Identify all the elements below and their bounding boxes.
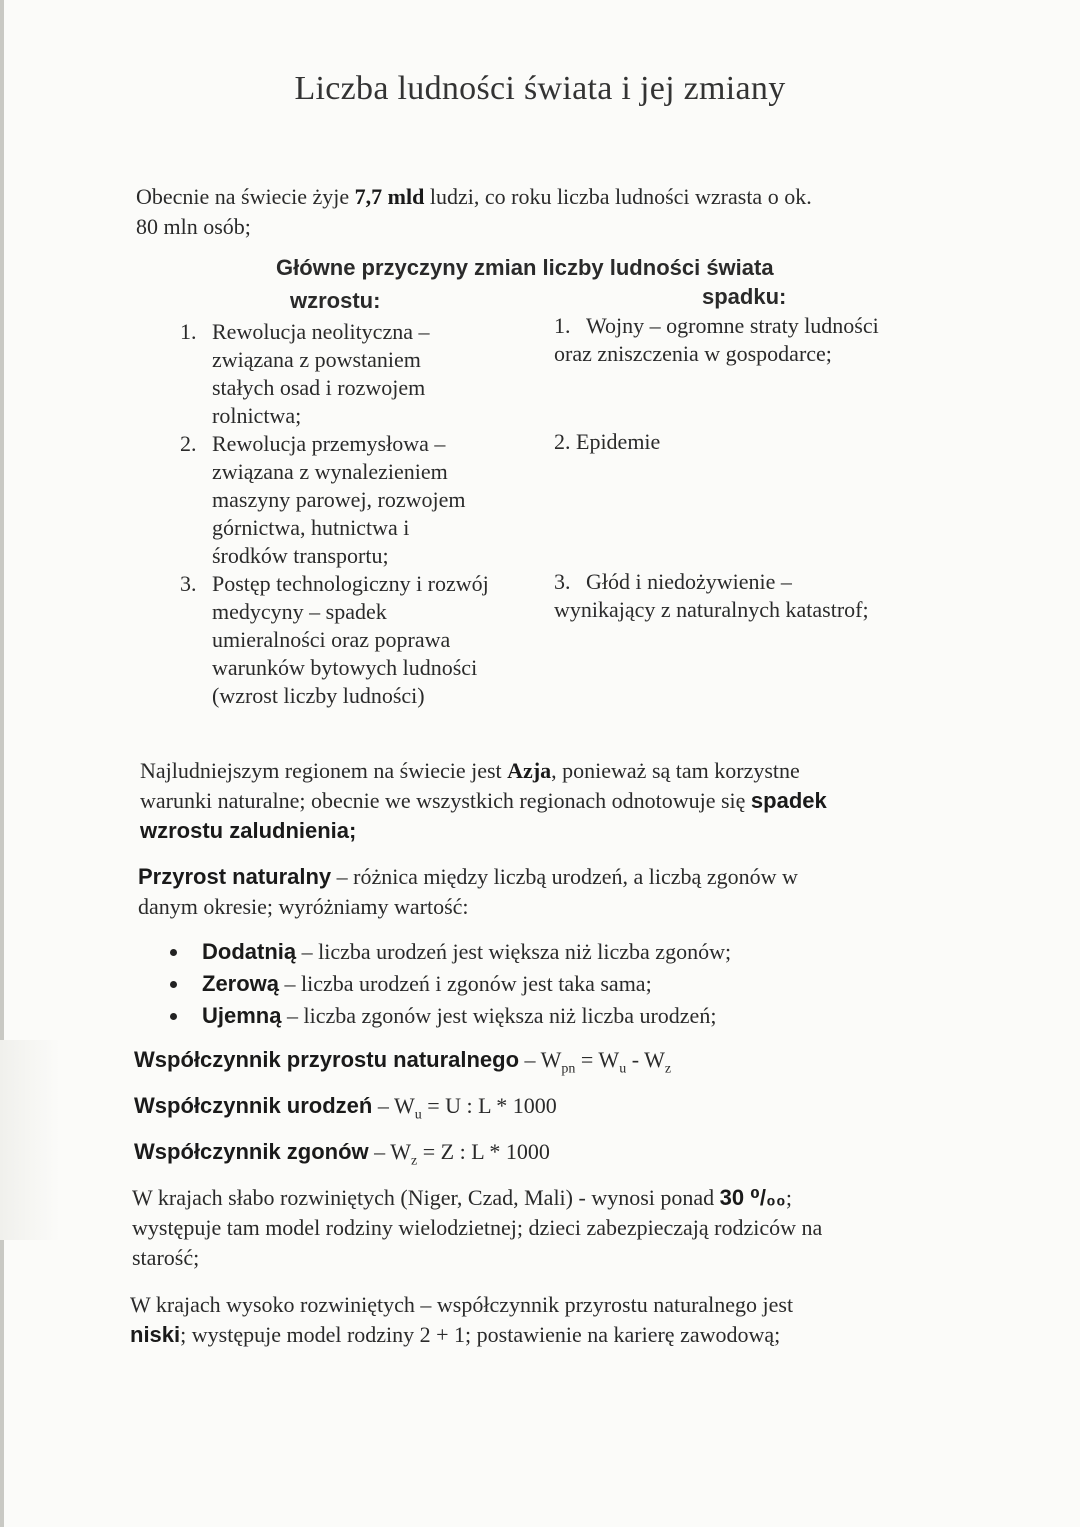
bullet-icon [170,1013,177,1020]
scan-shadow [0,1040,60,1240]
bullet-icon [170,949,177,956]
decline-item: 2. Epidemie [554,429,661,454]
natural-increase-definition: Przyrost naturalny – różnica między liczbą urodzeń, a liczbą zgonów w danym okresie; wyróżniamy wartość: [138,864,798,919]
asia-paragraph: Najludniejszym regionem na świecie jest Azja, ponieważ są tam korzystne warunki naturalne; obecnie we wszystkich regionach odnotowuje się spadek wzrostu zaludnienia; [140,758,827,843]
decline-label: spadku: [702,284,787,309]
formula-death-rate: Współczynnik zgonów – $W_z = Z$ : L * 1000 [134,1139,550,1169]
list-item: Zerową – liczba urodzeń i zgonów jest taka sama; [144,968,964,1000]
intro-paragraph [136,182,956,242]
decline-list: 1. Wojny – ogromne straty ludności oraz zniszczenia w gospodarce; 2. Epidemie 3. Głód i niedożywienie – wynikający z naturalnych katastrof; [554,312,954,632]
formula-natural-increase: Współczynnik przyrostu naturalnego – $W_{pn} = W_u - W_z$ [134,1047,672,1077]
rich-countries-paragraph: W krajach wysoko rozwiniętych – współczynnik przyrostu naturalnego jest niski; występuje model rodziny 2 + 1; postawienie na karierę zawodową; [130,1292,794,1347]
causes-heading: Główne przyczyny zmian liczby ludności świata [276,255,774,280]
poor-countries-paragraph: W krajach słabo rozwiniętych (Niger, Czad, Mali) - wynosi ponad 30 ⁰/₀₀; występuje tam model rodziny wielodzietnej; dzieci zabezpieczają rodziców na starość; [132,1185,823,1270]
intro-line-1: Obecnie na świecie żyje 7,7 mld ludzi, co roku liczba ludności wzrasta o ok. [136,184,812,209]
natural-increase-values [144,936,964,1032]
growth-list: 1. Rewolucja neolityczna – związana z powstaniem stałych osad i rozwojem rolnictwa; 2. Rewolucja przemysłowa – związana z wynalezieniem maszyny parowej, rozwojem górnictwa, hutnictwa i środków transportu; 3. Postęp technologiczny i rozwój medycyny – spadek umieralności oraz poprawa warunków bytowych ludności (wzrost liczby ludności) [180,319,489,708]
page-title: Liczba ludności świata i jej zmiany [294,70,786,107]
list-item: Ujemną – liczba zgonów jest większa niż liczba urodzeń; [144,1000,964,1032]
list-item: Dodatnią – liczba urodzeń jest większa niż liczba zgonów; [144,936,964,968]
scan-edge [0,0,4,1527]
growth-label: wzrostu: [290,288,381,313]
formula-birth-rate: Współczynnik urodzeń – $W_u = U$ : L * 1000 [134,1093,557,1123]
intro-line-2: 80 mln osób; [136,214,251,239]
bullet-icon [170,981,177,988]
